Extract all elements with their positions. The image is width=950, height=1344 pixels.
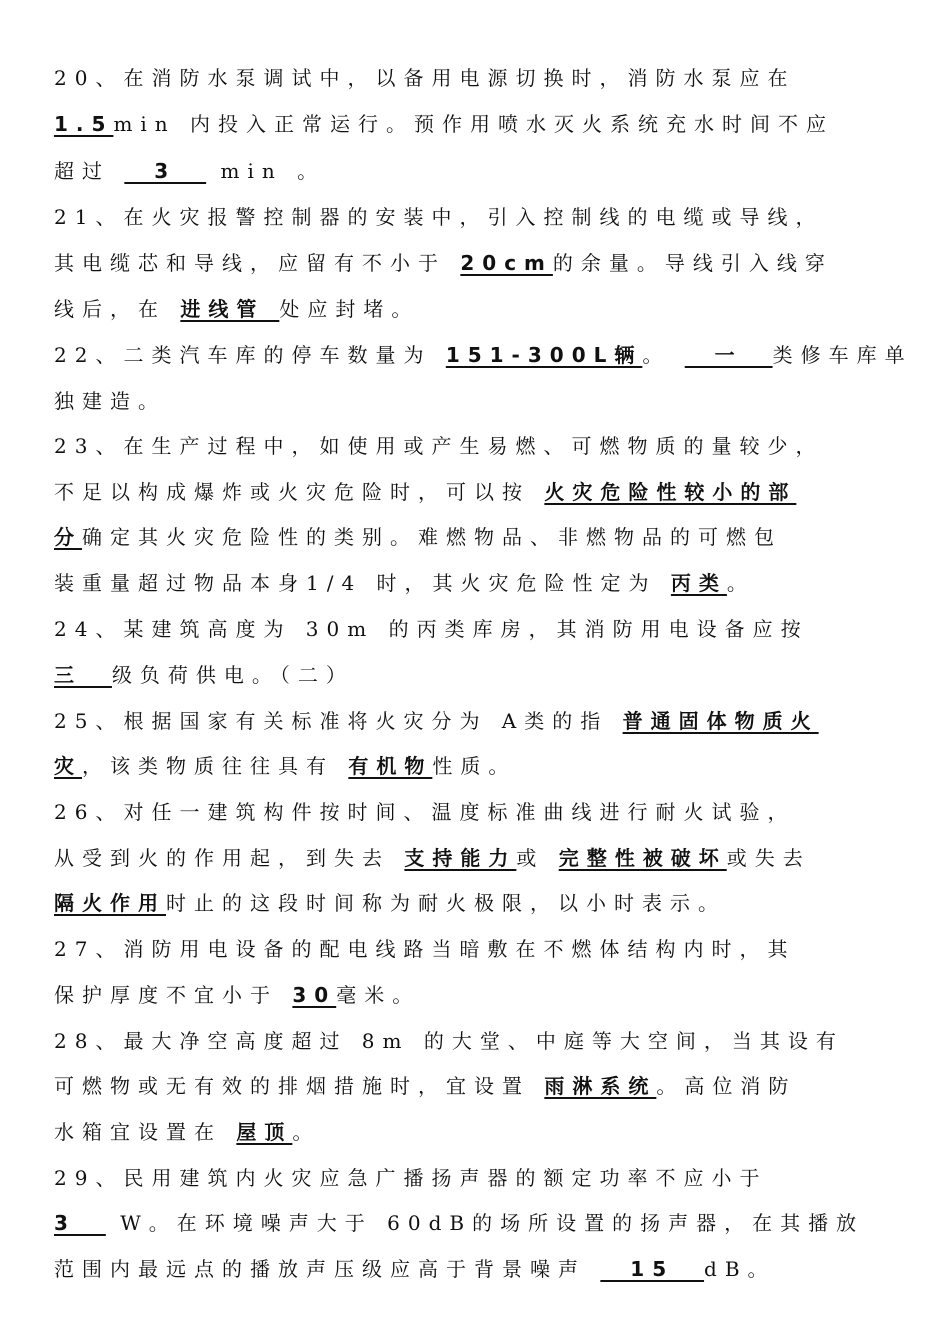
text-line [54,934,899,964]
text-line [54,522,899,552]
answer-blank: 3 [124,159,207,183]
text-segment: 毫米。 [336,983,421,1007]
text-segment: 类修车库单 [772,343,913,367]
text-line [54,63,899,93]
text-line [54,660,899,690]
text-segment: 。 [726,571,755,595]
text-line [54,706,899,736]
answer-blank: 一 [684,343,773,367]
text-line [54,294,899,324]
text-line [54,751,899,781]
text-line [54,614,899,644]
text-segment: 性质。 [432,754,517,778]
text-segment: 其电缆芯和导线，应留有不小于 [54,251,461,275]
text-line [54,568,899,598]
text-segment: 级负荷供电。（二） [111,663,354,687]
text-segment: 处应封堵。 [279,297,420,321]
answer-blank: 分 [54,525,82,549]
answer-blank: 三 [54,663,112,687]
text-segment: 29、民用建筑内火灾应急广播扬声器的额定功率不应小于 [54,1166,768,1190]
text-segment: 22、二类汽车库的停车数量为 [54,343,446,367]
text-segment: 23、在生产过程中，如使用或产生易燃、可燃物质的量较少， [54,434,824,458]
answer-blank: 15 [600,1257,705,1281]
text-segment: 20、在消防水泵调试中，以备用电源切换时，消防水泵应在 [54,66,796,90]
answer-blank: 1.5 [54,112,114,136]
text-segment: 27、消防用电设备的配电线路当暗敷在不燃体结构内时，其 [54,937,796,961]
text-segment: 时止的这段时间称为耐火极限，以小时表示。 [166,891,726,915]
answer-blank: 151-300L辆 [445,343,643,367]
answer-blank: 有机物 [348,754,433,778]
text-line [54,1071,899,1101]
text-segment: 或 [516,846,559,870]
answer-blank: 火灾危险性较小的部 [544,480,797,504]
answer-blank: 支持能力 [404,846,517,870]
text-line [54,431,899,461]
text-line [54,109,899,139]
text-line [54,797,899,827]
text-segment: 25、根据国家有关标准将火灾分为 A类的指 [54,709,623,733]
answer-blank: 隔火作用 [54,891,166,915]
text-segment: 线后，在 [54,297,181,321]
text-segment: 。高位消防 [656,1074,797,1098]
text-segment: 28、最大净空高度超过 8m 的大堂、中庭等大空间，当其设有 [54,1029,844,1053]
text-line [54,843,899,873]
text-line [54,248,899,278]
text-segment: 保护厚度不宜小于 [54,983,293,1007]
text-segment: min 。 [206,159,326,183]
answer-blank: 屋顶 [236,1120,293,1144]
answer-blank: 3 [54,1211,106,1235]
text-segment: 可燃物或无有效的排烟措施时，宜设置 [54,1074,545,1098]
text-segment: 。 [292,1120,321,1144]
text-segment: 26、对任一建筑构件按时间、温度标准曲线进行耐火试验， [54,800,796,824]
text-segment: 从受到火的作用起，到失去 [54,846,405,870]
answer-blank: 灾 [54,754,82,778]
text-segment: 装重量超过物品本身1/4 时，其火灾危险性定为 [54,571,671,595]
text-segment: 或失去 [726,846,811,870]
text-segment: 21、在火灾报警控制器的安装中，引入控制线的电缆或导线， [54,205,824,229]
text-segment: 水箱宜设置在 [54,1120,237,1144]
text-segment: 超过 [54,159,125,183]
text-line [54,1208,899,1238]
text-segment: min 内投入正常运行。预作用喷水灭火系统充水时间不应 [113,112,835,136]
text-line [54,980,899,1010]
text-segment: 独建造。 [54,389,166,413]
answer-blank: 丙类 [670,571,727,595]
text-segment: ，该类物质往往具有 [82,754,349,778]
text-line [54,888,899,918]
text-line [54,477,899,507]
answer-blank: 20cm [460,251,553,275]
text-line [54,1026,899,1056]
text-segment: 不足以构成爆炸或火灾危险时，可以按 [54,480,545,504]
text-segment: W。在环境噪声大于 60dB的场所设置的扬声器，在其播放 [105,1211,865,1235]
text-line [54,202,899,232]
answer-blank: 30 [292,983,337,1007]
text-segment: dB。 [704,1257,776,1281]
text-segment: 。 [642,343,685,367]
text-line [54,386,899,416]
answer-blank: 普通固体物质火 [622,709,819,733]
text-line [54,156,899,186]
answer-blank: 雨淋系统 [544,1074,657,1098]
text-segment: 的余量。导线引入线穿 [552,251,833,275]
text-line [54,1163,899,1193]
text-line [54,1254,899,1284]
text-segment: 范围内最远点的播放声压级应高于背景噪声 [54,1257,601,1281]
answer-blank: 进线管 [180,297,280,321]
text-segment: 24、某建筑高度为 30m 的丙类库房，其消防用电设备应按 [54,617,809,641]
text-segment: 确定其火灾危险性的类别。难燃物品、非燃物品的可燃包 [82,525,782,549]
answer-blank: 完整性被破坏 [558,846,727,870]
text-line [54,340,913,370]
text-line [54,1117,899,1147]
